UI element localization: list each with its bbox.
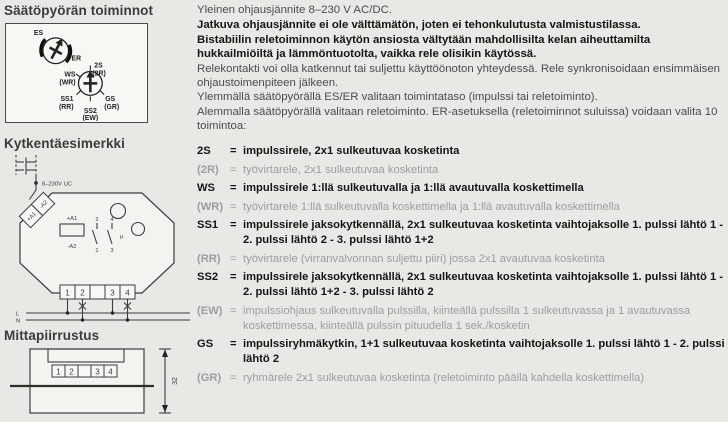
function-label: (2R)	[197, 163, 219, 176]
device-outline-icon	[10, 349, 154, 413]
function-row-gs	[197, 337, 725, 367]
label-2r: (2R)	[92, 70, 106, 78]
function-label: WS	[197, 182, 216, 195]
load-wiring-icon	[26, 299, 190, 322]
equals-sign: =	[230, 182, 237, 195]
equals-sign: =	[230, 200, 237, 213]
label-dimension-32: 32	[172, 377, 179, 385]
equals-sign: =	[230, 371, 237, 384]
function-row-2s	[197, 144, 725, 159]
section-heading-dimension-drawing: Mittapiirrustus	[4, 328, 100, 343]
label-gs: GS	[105, 96, 116, 104]
function-row-ws	[197, 181, 725, 196]
label-contact-1: 1	[95, 248, 99, 254]
label-contact-4: 4	[110, 217, 114, 223]
equals-sign: =	[230, 252, 237, 265]
function-description: impulssiryhmäkytkin, 1+1 sulkeutuvaa kosketinta vaihtojaksolle 1. pulssi lähtö 1 - 2. pulssi lähtö 2	[243, 338, 725, 366]
function-label: (WR)	[197, 200, 224, 213]
paragraph-upper-wheel: Ylemmällä säätöpyörällä ES/ER valitaan toimintataso (impulssi tai reletoiminto).	[197, 91, 598, 104]
label-dim-terminal-3: 3	[95, 367, 100, 377]
label-terminal-2: 2	[80, 288, 85, 298]
label-terminal-3: 3	[110, 288, 115, 298]
function-description: impulssirele, 2x1 sulkeutuvaa kosketinta	[243, 145, 460, 158]
wheel-diagram-box	[5, 23, 148, 123]
function-description: impulssirele 1:llä sulkeutuvalla ja 1:llä avautuvalla koskettimella	[243, 182, 584, 195]
function-label: SS2	[197, 271, 219, 284]
dimension-drawing	[2, 346, 194, 417]
label-coil-a2: -A2	[67, 244, 77, 250]
function-label: (GR)	[197, 371, 222, 384]
label-terminal-a1: +A1	[26, 211, 38, 223]
label-dim-terminal-2: 2	[69, 367, 74, 377]
paragraph-no-standby-loss: Jatkuva ohjausjännite ei ole välttämätön, joten ei tehonkulutusta valmistustilassa.	[197, 18, 641, 31]
label-dim-terminal-4: 4	[108, 367, 113, 377]
paragraph-bistable-relay: Bistabiilin reletoiminnon käytön ansiosta vältytään mahdollisilta kelan aiheuttamilta hukkailmiöiltä ja lämmöntuotolta, vaikka rele olisikin käytössä.	[197, 33, 651, 60]
function-description: ryhmärele 2x1 sulkeutuvaa kosketinta (reletoiminto päällä kahdella koskettimella)	[243, 371, 645, 384]
terminal-row	[60, 285, 135, 299]
function-label: 2S	[197, 145, 211, 158]
label-coil-a1: +A1	[66, 216, 78, 222]
label-control-voltage: 8–230V UC	[42, 181, 72, 188]
section-heading-wiring-example: Kytkentäesimerkki	[4, 136, 126, 151]
label-terminal-a2: -A2	[38, 199, 50, 211]
label-er: ER	[71, 55, 82, 63]
paragraph-control-voltage: Yleinen ohjausjännite 8–230 V AC/DC.	[197, 4, 393, 16]
label-ss1: SS1	[60, 96, 74, 104]
function-row-wr	[197, 200, 725, 215]
function-row-rr	[197, 252, 725, 267]
function-label: (EW)	[197, 304, 223, 317]
section-heading-wheel-functions: Säätöpyörän toiminnot	[4, 3, 154, 18]
equals-sign: =	[230, 271, 237, 284]
label-ws: WS	[64, 71, 76, 79]
label-dim-terminal-1: 1	[56, 367, 61, 377]
equals-sign: =	[230, 338, 237, 351]
function-row-ss1	[197, 218, 725, 248]
equals-sign: =	[230, 304, 237, 317]
function-row-ss2	[197, 270, 725, 300]
label-gr: (GR)	[104, 104, 120, 112]
dimension-line-icon	[159, 349, 171, 413]
label-line-l: L	[16, 311, 20, 318]
label-mu: µ	[120, 234, 124, 240]
function-label: GS	[197, 338, 214, 351]
equals-sign: =	[230, 219, 237, 232]
equals-sign: =	[230, 145, 237, 158]
description-column	[197, 4, 725, 389]
label-terminal-1: 1	[65, 288, 70, 298]
function-label: (RR)	[197, 252, 221, 265]
upper-wheel-icon	[41, 35, 71, 63]
label-2s: 2S	[94, 62, 103, 70]
paragraph-relay-contact: Relekontakti voi olla katkennut tai suljettu käyttöönoton yhteydessä. Rele synkronisoidaan ensimmäisen ohjaustoimenpiteen jälkeen.	[197, 62, 720, 89]
equals-sign: =	[230, 163, 237, 176]
label-ew: (EW)	[82, 115, 99, 121]
label-contact-2: 2	[95, 217, 99, 223]
pushbutton-wires-icon	[16, 155, 38, 200]
function-description: impulssirele jaksokytkennällä, 2x1 sulkeutuvaa kosketinta vaihtojaksolle 1. pulssi lähtö 1 - 2. pulssi lähtö 1+2 - 3. pulssi lähtö 2	[243, 271, 724, 299]
control-wheel-diagram	[6, 24, 146, 121]
label-rr: (RR)	[58, 104, 74, 112]
function-list	[197, 144, 725, 386]
function-label: SS1	[197, 219, 219, 232]
function-row-ew	[197, 304, 725, 334]
label-wr: (WR)	[59, 79, 76, 87]
paragraph-lower-wheel: Alemmalla säätöpyörällä valitaan reletoiminto. ER-asetuksella (reletoiminnot suluissa) voidaan valita 10 toimintoa:	[197, 106, 718, 133]
label-contact-3: 3	[110, 248, 114, 254]
wiring-diagram	[2, 153, 194, 325]
function-row-gr	[197, 371, 725, 386]
function-description: työvirtarele (virranvalvonnan suljettu piiri) jossa 2x1 avautuvaa kosketinta	[243, 252, 605, 265]
label-terminal-4: 4	[125, 288, 130, 298]
function-description: työvirtarele 1:llä sulkeutuvalla koskettimella ja 1:llä avautuvalla koskettimella	[243, 200, 620, 213]
function-row-2r	[197, 163, 725, 178]
function-description: impulssirele jaksokytkennällä, 2x1 sulkeutuvaa kosketinta vaihtojaksolle 1. pulssi lähtö 1 - 2. pulssi lähtö 2 - 3. pulssi lähtö 1+2	[243, 219, 724, 247]
label-ss2: SS2	[83, 108, 97, 116]
label-line-n: N	[16, 318, 21, 325]
label-es: ES	[33, 29, 44, 37]
function-description: impulssiohjaus sulkeutuvalla pulssilla, kiinteällä pulssilla 1 sulkeutuvassa ja 1 avautuvassa koskettimessa, kiinteällä pulssin pituudella 1 sek./kosketin	[243, 304, 691, 332]
function-description: työvirtarele, 2x1 sulkeutuvaa kosketinta	[243, 163, 439, 176]
